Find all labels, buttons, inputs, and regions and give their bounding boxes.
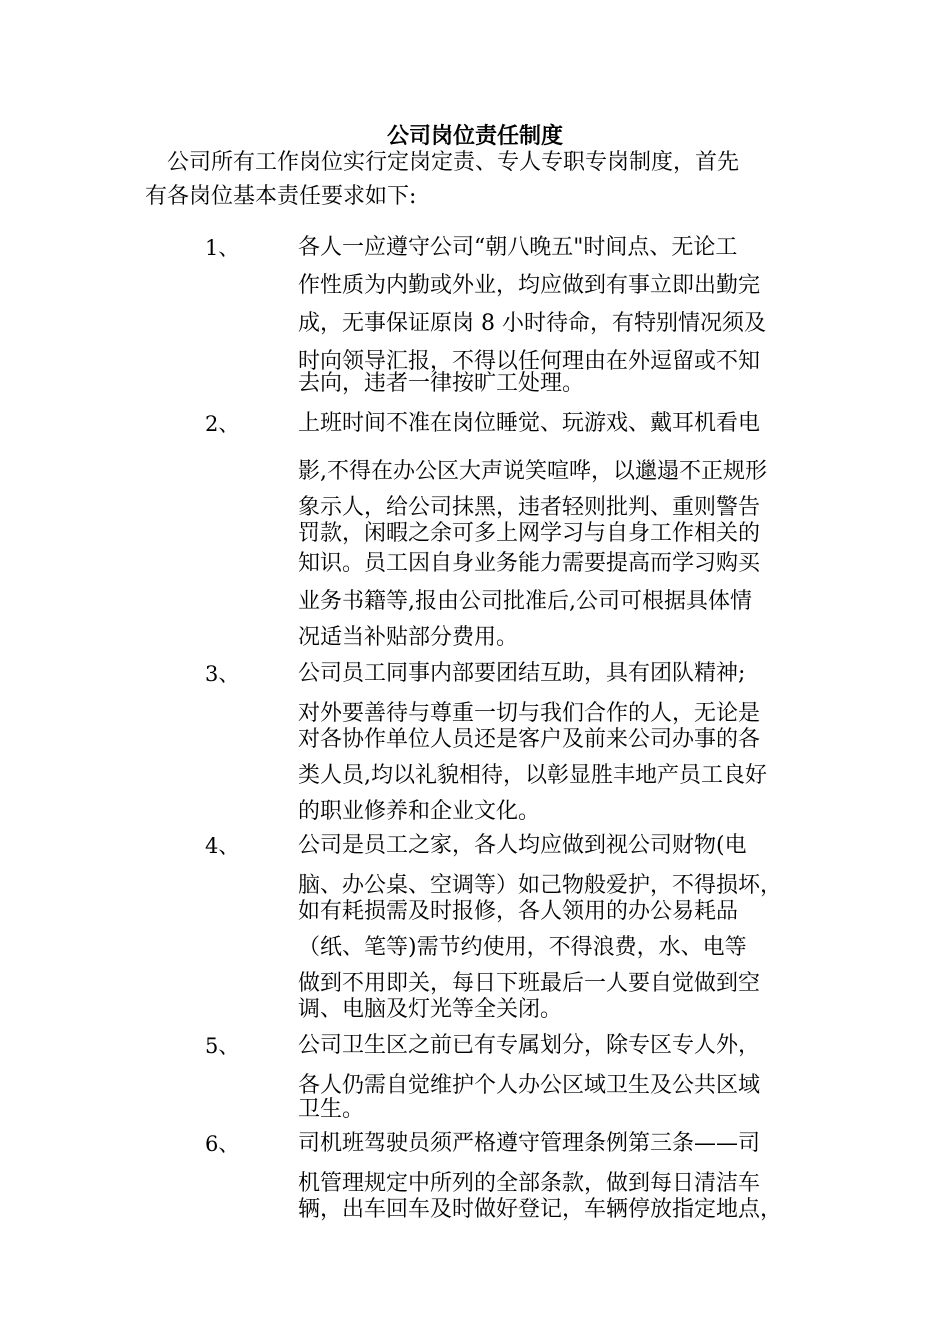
rule-line: 脑、办公桌、空调等）如己物般爱护，不得损坏， [298, 873, 783, 898]
rule-number: 3、 [205, 662, 240, 686]
rule-line: 卫生。 [298, 1097, 365, 1122]
intro-paragraph [145, 146, 815, 214]
rule-line: 时向领导汇报，不得以任何理由在外逗留或不知 [298, 349, 761, 374]
rule-line: 去向，违者一律按旷工处理。 [298, 371, 585, 396]
rule-line: 况适当补贴部分费用。 [298, 625, 519, 650]
rule-number: 6、 [205, 1132, 240, 1156]
rule-line: 罚款，闲暇之余可多上网学习与自身工作相关的 [298, 521, 761, 546]
rule-line: 各人仍需自觉维护个人办公区域卫生及公共区域 [298, 1073, 761, 1098]
rule-line: 业务书籍等,报由公司批准后,公司可根据具体情 [298, 589, 752, 614]
rule-line: 象示人，给公司抹黑，违者轻则批判、重则警告 [298, 495, 761, 520]
rule-line: 作性质为内勤或外业，均应做到有事立即出勤完 [298, 273, 761, 298]
rule-line: 的职业修养和企业文化。 [298, 799, 541, 824]
rule-line: 成，无事保证原岗 8 小时待命，有特别情况须及 [298, 311, 766, 336]
rule-line: 公司是员工之家，各人均应做到视公司财物(电 [298, 833, 747, 858]
rule-number: 1、 [205, 236, 240, 260]
rule-line: 类人员,均以礼貌相待，以彰显胜丰地产员工良好 [298, 763, 767, 788]
rule-number: 5、 [205, 1034, 240, 1058]
rule-line: 司机班驾驶员须严格遵守管理条例第三条——司 [298, 1131, 761, 1156]
intro-line: 有各岗位基本责任要求如下: [145, 184, 417, 209]
rule-number: 2、 [205, 412, 240, 436]
rule-line: 影,不得在办公区大声说笑喧哗，以邋遢不正规形 [298, 459, 767, 484]
rule-line: （纸、笔等)需节约使用，不得浪费，水、电等 [298, 935, 747, 960]
rule-line: 调、电脑及灯光等全关闭。 [298, 997, 563, 1022]
rule-line: 上班时间不准在岗位睡觉、玩游戏、戴耳机看电 [298, 411, 761, 436]
rule-line: 对各协作单位人员还是客户及前来公司办事的各 [298, 727, 761, 752]
rule-line: 各人一应遵守公司“朝八晚五"时间点、无论工 [298, 235, 738, 260]
rule-line: 机管理规定中所列的全部条款，做到每日清洁车 [298, 1171, 761, 1196]
rule-number: 4、 [205, 834, 240, 858]
rule-line: 公司卫生区之前已有专属划分，除专区专人外， [298, 1033, 761, 1058]
rule-line: 做到不用即关，每日下班最后一人要自觉做到空 [298, 971, 761, 996]
rule-line: 辆，出车回车及时做好登记，车辆停放指定地点， [298, 1197, 783, 1222]
intro-line: 公司所有工作岗位实行定岗定责、专人专职专岗制度，首先 [167, 150, 740, 175]
document-title: 公司岗位责任制度 [386, 123, 563, 149]
rule-line: 对外要善待与尊重一切与我们合作的人，无论是 [298, 701, 761, 726]
rule-line: 知识。员工因自身业务能力需要提高而学习购买 [298, 551, 761, 576]
rule-line: 公司员工同事内部要团结互助，具有团队精神; [298, 661, 746, 686]
rule-line: 如有耗损需及时报修，各人领用的办公易耗品 [298, 899, 739, 924]
